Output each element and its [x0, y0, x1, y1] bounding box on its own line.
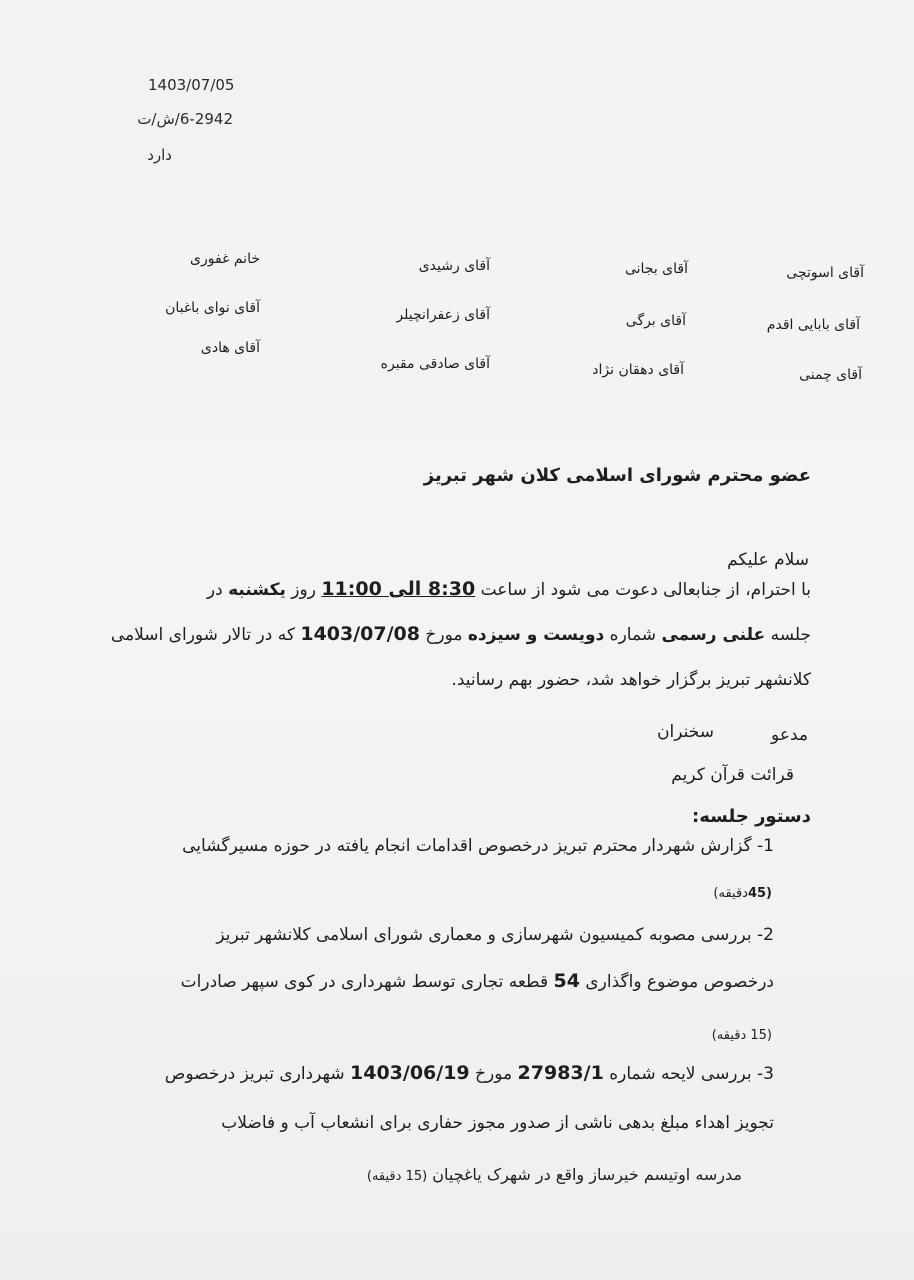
body-line-1 — [207, 578, 811, 600]
recipient: آقای بجانی — [624, 261, 688, 277]
meeting-date: 1403/07/08 — [300, 623, 420, 645]
body-text: شماره — [609, 625, 657, 645]
meeting-time: 8:30 الی 11:00 — [321, 578, 476, 600]
lot-count: 54 — [553, 970, 580, 992]
agenda-item-3-line-2: تجویز اهداء مبلغ بدهی ناشی از صدور مجوز حفاری برای انشعاب آب و فاضلاب — [221, 1113, 774, 1133]
recipient: آقای نوای باغبان — [165, 300, 260, 316]
agenda-item-3-line-1 — [165, 1062, 774, 1084]
duration-number: (45 — [747, 886, 772, 901]
agenda-item-3-duration: (15 دقیقه) — [366, 1169, 428, 1184]
bill-date: 1403/06/19 — [350, 1062, 470, 1084]
recipient: آقای صادقی مقبره — [380, 356, 490, 372]
speakers-label: سخنران — [657, 722, 714, 742]
meeting-day: یکشنبه — [228, 580, 286, 600]
letter-date: 1403/07/05 — [148, 76, 235, 94]
body-text: درخصوص موضوع واگذاری — [585, 972, 774, 992]
agenda-item-2-duration: (15 دقیقه) — [711, 1028, 772, 1043]
recipient: آقای برگی — [625, 313, 686, 329]
body-text: شهرداری تبریز درخصوص — [164, 1064, 345, 1084]
agenda-item-1-duration — [713, 886, 772, 901]
agenda-item-2-line-2 — [181, 970, 774, 992]
body-text: جلسه — [770, 625, 811, 645]
body-text: که در تالار شورای اسلامی — [110, 625, 295, 645]
agenda-heading: دستور جلسه: — [692, 806, 811, 827]
body-text: مورخ — [475, 1064, 513, 1084]
guests-label: مدعو — [771, 725, 808, 745]
recipient: آقای چمنی — [799, 367, 862, 383]
recipient: آقای زعفرانچیلر — [396, 307, 490, 323]
agenda-item-1: 1- گزارش شهردار محترم تبریز درخصوص اقدامات انجام یافته در حوزه مسیرگشایی — [182, 836, 774, 856]
body-text: روز — [291, 580, 316, 600]
recipient: آقای بابایی اقدم — [766, 317, 860, 333]
body-text: مدرسه اوتیسم خیرساز واقع در شهرک یاغچیان — [432, 1165, 742, 1184]
meeting-number: دویست و سیزده — [467, 625, 605, 645]
agenda-item-2-line-1: 2- بررسی مصوبه کمیسیون شهرسازی و معماری شورای اسلامی کلانشهر تبریز — [216, 925, 774, 945]
letter-attachment: دارد — [147, 146, 172, 164]
body-text: 3- بررسی لایحه شماره — [609, 1064, 774, 1084]
body-text: مورخ — [425, 625, 463, 645]
recipient: آقای اسوتچی — [786, 265, 864, 281]
body-text: با احترام، از جنابعالی دعوت می شود از ساعت — [480, 580, 811, 600]
body-text: قطعه تجاری توسط شهرداری در کوی سپهر صادرات — [180, 972, 549, 992]
letter-title: عضو محترم شورای اسلامی کلان شهر تبریز — [423, 465, 811, 486]
greeting: سلام علیکم — [727, 550, 809, 570]
meeting-type: علنی رسمی — [661, 625, 766, 645]
body-line-3: کلانشهر تبریز برگزار خواهد شد، حضور بهم رسانید. — [451, 670, 811, 690]
body-line-2 — [111, 623, 811, 645]
letter-number: 6-2942/ش/ت — [137, 110, 233, 128]
recipient: خانم غفوری — [190, 251, 260, 267]
duration-unit: دقیقه) — [713, 886, 748, 901]
quran-recitation: قرائت قرآن کریم — [671, 765, 794, 785]
body-text: در — [206, 580, 223, 600]
bill-number: 27983/1 — [517, 1062, 604, 1084]
recipient: آقای دهقان نژاد — [592, 362, 684, 378]
agenda-item-3-line-3 — [367, 1165, 742, 1184]
recipient: آقای رشیدی — [418, 258, 490, 274]
recipient: آقای هادی — [200, 340, 260, 356]
